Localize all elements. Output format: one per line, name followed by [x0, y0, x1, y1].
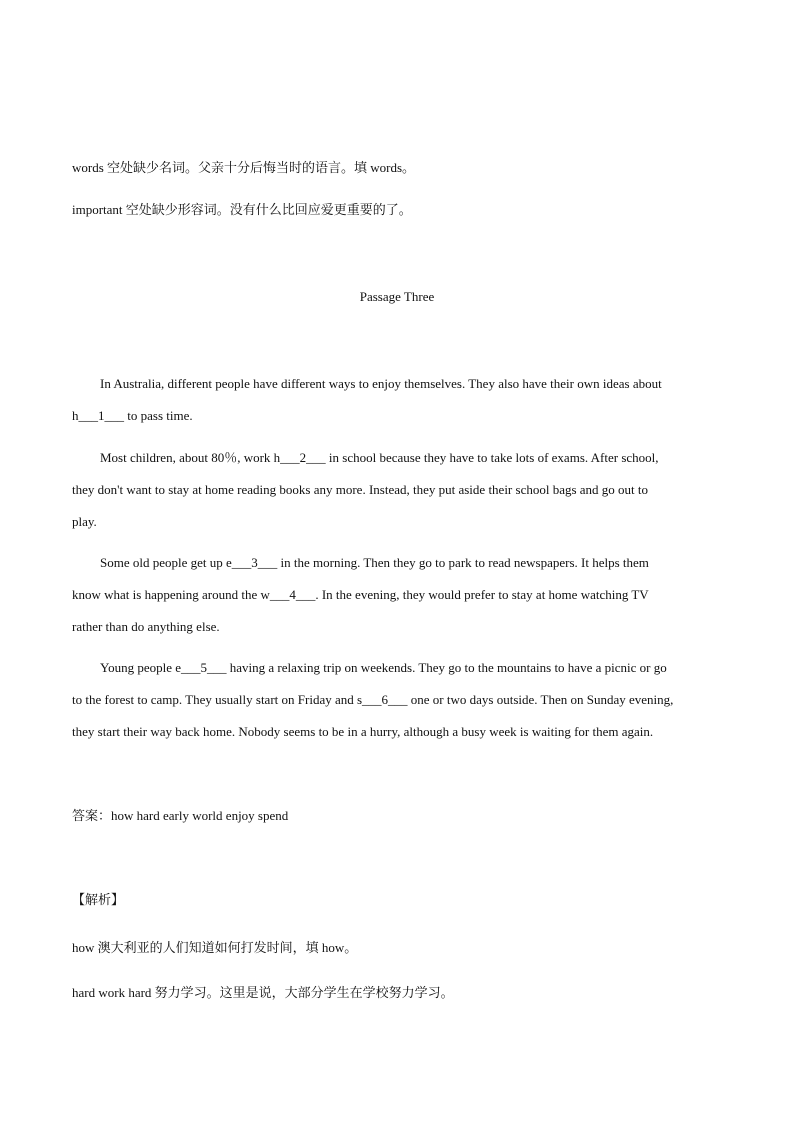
note-words: words 空处缺少名词。父亲十分后悔当时的语言。填 words。 — [72, 160, 416, 175]
analysis-item-how: how 澳大利亚的人们知道如何打发时间，填 how。 — [72, 940, 358, 955]
paragraph-4-line-2: to the forest to camp. They usually start on Friday and s___6___ one or two days outside. Then on Sunday evening, — [72, 692, 674, 707]
analysis-item-hard: hard work hard 努力学习。这里是说，大部分学生在学校努力学习。 — [72, 985, 454, 1000]
paragraph-3-line-3: rather than do anything else. — [72, 619, 220, 634]
paragraph-4-line-1: Young people e___5___ having a relaxing trip on weekends. They go to the mountains to have a picnic or go — [100, 660, 667, 675]
analysis-heading: 【解析】 — [72, 892, 125, 907]
paragraph-1-line-1: In Australia, different people have different ways to enjoy themselves. They also have their own ideas about — [100, 376, 662, 391]
paragraph-2-line-1: Most children, about 80％, work h___2___ in school because they have to take lots of exams. After school, — [100, 450, 659, 465]
paragraph-2-line-2: they don't want to stay at home reading books any more. Instead, they put aside their school bags and go out to — [72, 482, 649, 497]
passage-title: Passage Three — [359, 289, 435, 304]
paragraph-2-line-3: play. — [72, 514, 97, 529]
paragraph-3-line-1: Some old people get up e___3___ in the morning. Then they go to park to read newspapers. It helps them — [100, 555, 649, 570]
answer-line: 答案：how hard early world enjoy spend — [72, 808, 289, 823]
note-important: important 空处缺少形容词。没有什么比回应爱更重要的了。 — [72, 202, 412, 217]
paragraph-3-line-2: know what is happening around the w___4___. In the evening, they would prefer to stay at home watching TV — [72, 587, 649, 602]
paragraph-1-line-2: h___1___ to pass time. — [72, 408, 193, 423]
paragraph-4-line-3: they start their way back home. Nobody seems to be in a hurry, although a busy week is waiting for them again. — [72, 724, 654, 739]
